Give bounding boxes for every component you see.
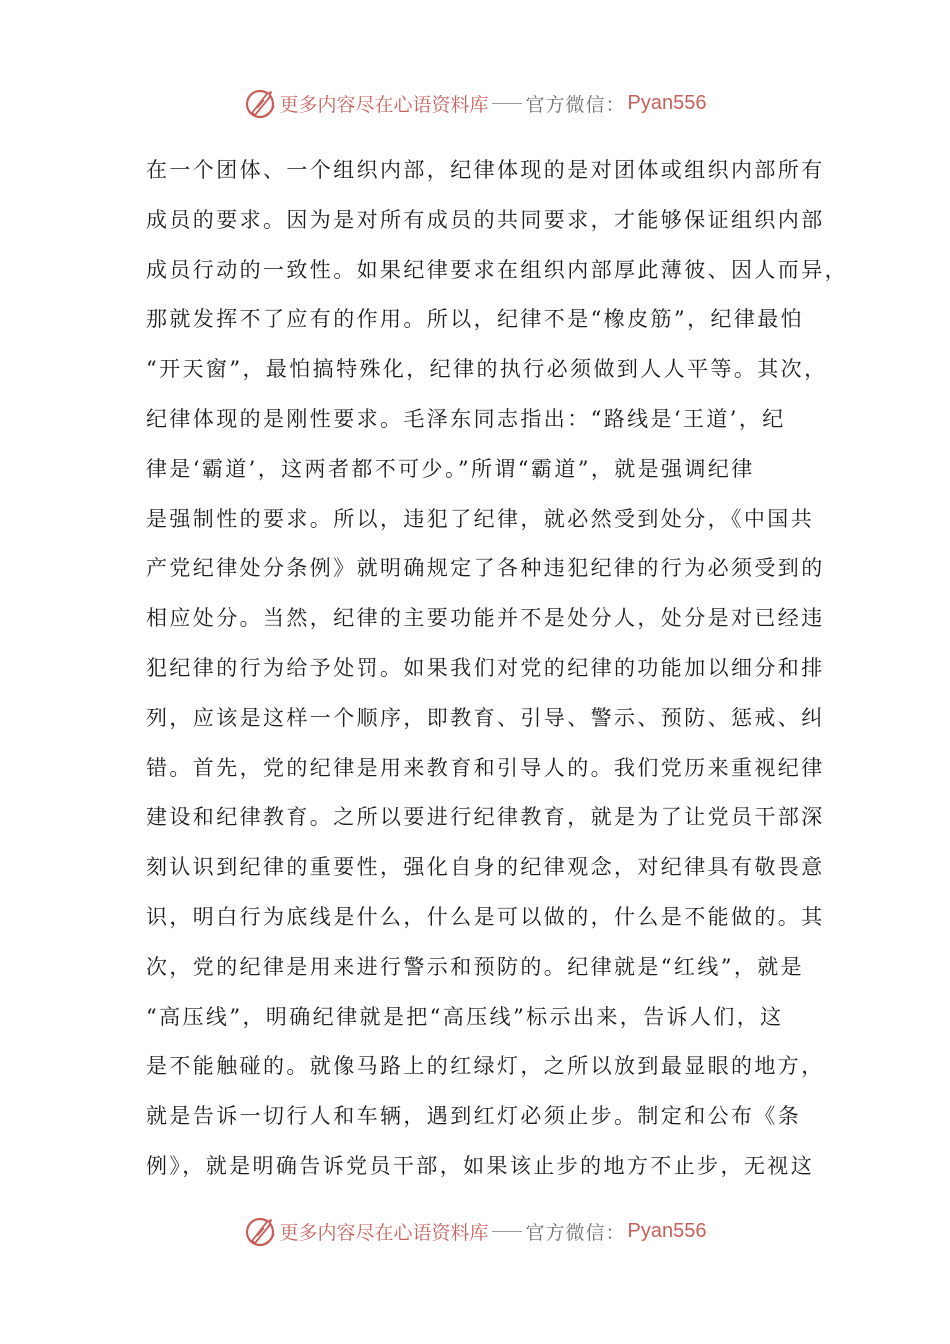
body-line: 纪律体现的是刚性要求。毛泽东同志指出：“路线是‘王道’，纪 — [146, 406, 786, 431]
body-line: 成员行动的一致性。如果纪律要求在组织内部厚此薄彼、因人而异， — [146, 257, 848, 282]
pen-nib-logo-icon — [244, 86, 278, 120]
banner-wechat-id: Pyan556 — [627, 91, 707, 114]
body-line: 就是告诉一切行人和车辆，遇到红灯必须止步。制定和公布《条 — [146, 1104, 802, 1129]
body-line: “高压线”，明确纪律就是把“高压线”标示出来，告诉人们，这 — [146, 1004, 784, 1029]
body-line: 列，应该是这样一个顺序，即教育、引导、警示、预防、惩戒、纠 — [146, 705, 825, 730]
banner-slogan: 更多内容尽在心语资料库 — [279, 1221, 489, 1244]
pen-nib-logo-icon — [244, 1214, 278, 1248]
body-line: 那就发挥不了应有的作用。所以，纪律不是“橡皮筋”，纪律最怕 — [146, 307, 805, 332]
body-line: 是强制性的要求。所以，违犯了纪律，就必然受到处分，《中国共 — [146, 506, 815, 531]
document-body — [146, 150, 848, 1196]
body-line: 产党纪律处分条例》就明确规定了各种违犯纪律的行为必须受到的 — [146, 556, 825, 581]
body-line: 犯纪律的行为给予处罚。如果我们对党的纪律的功能加以细分和排 — [146, 655, 825, 680]
body-line: 错。首先，党的纪律是用来教育和引导人的。我们党历来重视纪律 — [146, 755, 825, 780]
footer-banner — [0, 1214, 950, 1248]
body-line: 相应处分。当然，纪律的主要功能并不是处分人，处分是对已经违 — [146, 606, 825, 631]
banner-wechat-label: 官方微信： — [525, 93, 626, 116]
header-banner — [0, 86, 950, 120]
banner-wechat-id: Pyan556 — [627, 1219, 707, 1242]
banner-separator — [492, 1231, 522, 1232]
body-line: 次，党的纪律是用来进行警示和预防的。纪律就是“红线”，就是 — [146, 954, 805, 979]
body-line: 识，明白行为底线是什么，什么是可以做的，什么是不能做的。其 — [146, 904, 825, 929]
banner-separator — [492, 103, 522, 104]
body-line: 律是‘霸道’，这两者都不可少。”所谓“霸道”，就是强调纪律 — [146, 456, 755, 481]
body-line: 成员的要求。因为是对所有成员的共同要求，才能够保证组织内部 — [146, 207, 825, 232]
body-line: 是不能触碰的。就像马路上的红绿灯，之所以放到最显眼的地方， — [146, 1054, 825, 1079]
body-line: 在一个团体、一个组织内部，纪律体现的是对团体或组织内部所有 — [146, 158, 825, 182]
body-line: 刻认识到纪律的重要性，强化自身的纪律观念，对纪律具有敬畏意 — [146, 855, 825, 880]
body-line: “开天窗”，最怕搞特殊化，纪律的执行必须做到人人平等。其次， — [146, 357, 828, 382]
banner-slogan: 更多内容尽在心语资料库 — [279, 93, 489, 116]
body-line: 例》，就是明确告诉党员干部，如果该止步的地方不止步，无视这 — [146, 1153, 815, 1178]
body-line: 建设和纪律教育。之所以要进行纪律教育，就是为了让党员干部深 — [146, 805, 825, 830]
banner-wechat-label: 官方微信： — [525, 1221, 626, 1244]
